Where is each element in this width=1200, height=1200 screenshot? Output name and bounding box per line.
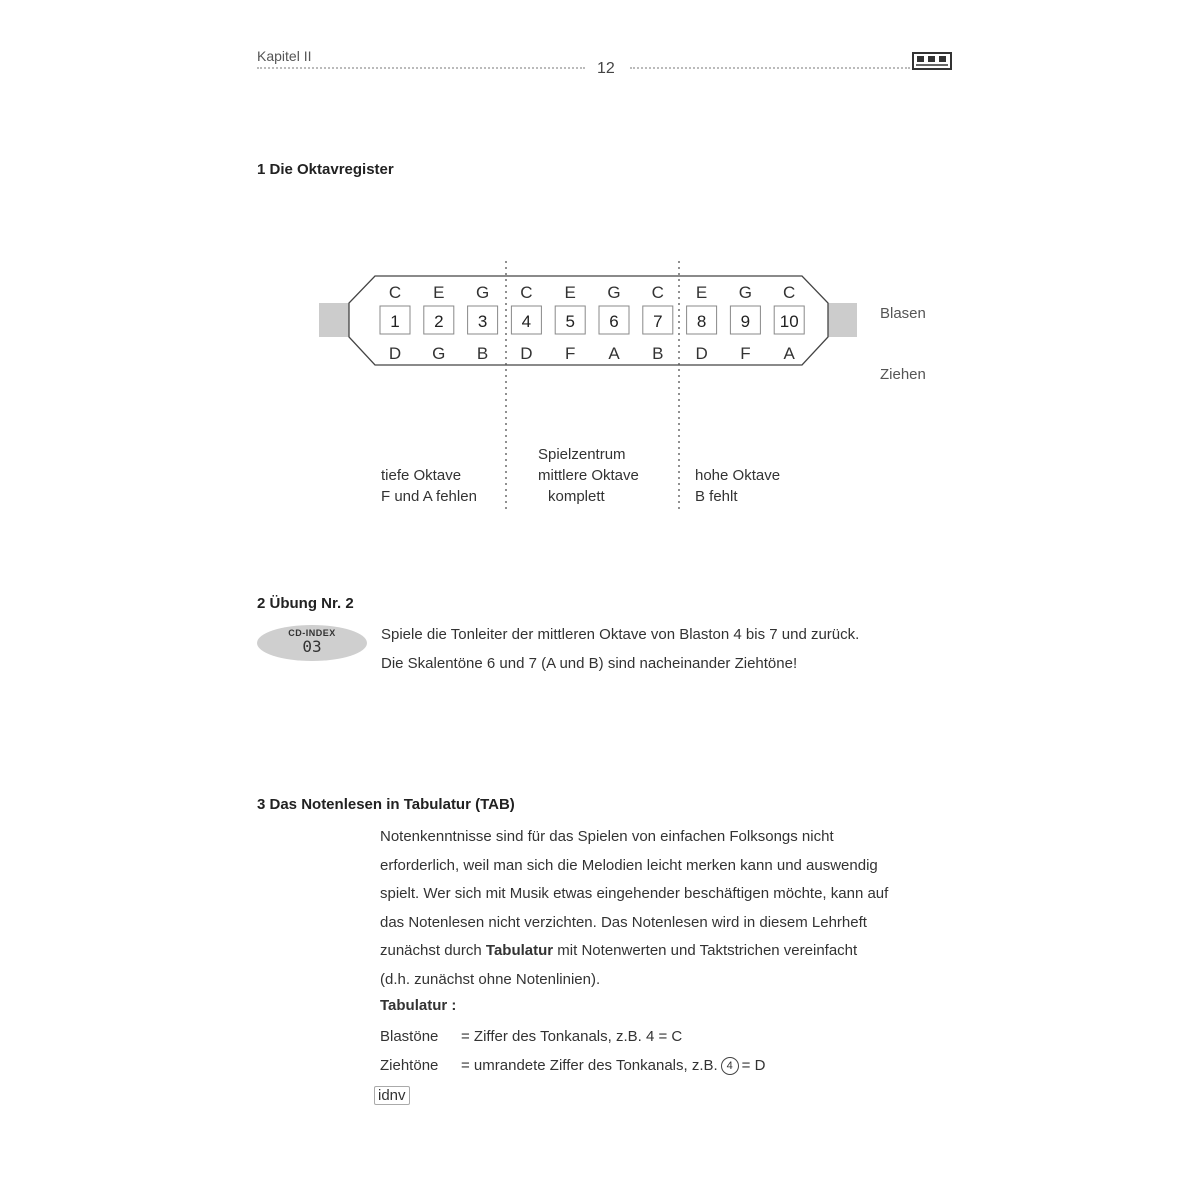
blow-note: G: [607, 283, 621, 302]
tabulatur-term: Tabulatur: [485, 942, 554, 959]
header-rule-left: [257, 67, 585, 69]
mid-octave-line1: Spielzentrum: [538, 446, 626, 463]
hole-number: 10: [779, 312, 799, 331]
header-rule-right: [630, 67, 910, 69]
para-line: spielt. Wer sich mit Musik etwas eingehender beschäftigen möchte, kann auf: [380, 885, 889, 902]
hole-number: 6: [609, 312, 619, 331]
exercise-line1: Spiele die Tonleiter der mittleren Oktave von Blaston 4 bis 7 und zurück.: [381, 626, 860, 643]
circled-digit-example: 4: [721, 1057, 739, 1075]
para-line: das Notenlesen nicht verzichten. Das Notenlesen wird in diesem Lehrheft: [380, 913, 867, 931]
draw-note: A: [783, 344, 795, 363]
draw-note: B: [476, 344, 489, 363]
publisher-logo: [912, 52, 952, 70]
cd-index-number: 03: [302, 637, 322, 656]
blow-note: E: [433, 283, 445, 302]
blow-term: Blastöne: [380, 1028, 439, 1045]
blow-label: Blasen: [880, 305, 926, 322]
cd-index-badge: [257, 625, 367, 661]
cd-index-label: CD-INDEX: [288, 628, 336, 638]
blow-note: G: [738, 283, 753, 302]
hole-number: 7: [653, 312, 663, 331]
chapter-label: Kapitel II: [257, 48, 312, 64]
draw-note: A: [608, 344, 620, 363]
tab-intro-paragraph: [380, 823, 960, 994]
exercise-line2: Die Skalentöne 6 und 7 (A und B) sind nacheinander Ziehtöne!: [381, 655, 798, 672]
hole-number: 1: [390, 312, 400, 331]
draw-note: D: [388, 344, 402, 363]
low-octave-line1: tiefe Oktave: [381, 467, 462, 484]
hole-number: 2: [434, 312, 444, 331]
tab-heading: Tabulatur :: [380, 997, 457, 1014]
draw-note: D: [695, 344, 708, 363]
hole-number: 5: [565, 312, 575, 331]
blow-note: E: [695, 283, 708, 302]
footer-tag: idnv: [374, 1086, 410, 1105]
para-line: erforderlich, weil man sich die Melodien leicht merken kann und auswendig: [380, 856, 878, 874]
blow-note: E: [564, 283, 576, 302]
draw-definition: = umrandete Ziffer des Tonkanals, z.B. 4 = D: [461, 1057, 766, 1074]
high-octave-line2: B fehlt: [695, 488, 738, 505]
draw-note: G: [432, 344, 446, 363]
blow-note: C: [651, 283, 664, 302]
mid-octave-label: [538, 444, 639, 507]
draw-term: Ziehtöne: [380, 1057, 439, 1074]
low-octave-line2: F und A fehlen: [381, 488, 477, 505]
high-octave-label: [695, 465, 780, 507]
para-line: Notenkenntnisse sind für das Spielen von einfachen Folksongs nicht: [380, 828, 834, 845]
blow-note: C: [783, 283, 796, 302]
draw-note: B: [652, 344, 664, 363]
section1-title: 1 Die Oktavregister: [257, 161, 394, 178]
mid-octave-line3: komplett: [548, 488, 605, 505]
hole-number: 4: [521, 312, 532, 331]
hole-number: 3: [477, 312, 488, 331]
blow-note: G: [475, 283, 490, 302]
draw-note: D: [520, 344, 533, 363]
blow-definition: = Ziffer des Tonkanals, z.B. 4 = C: [461, 1028, 683, 1045]
draw-note: F: [740, 344, 751, 363]
hole-number: 8: [696, 312, 707, 331]
page-number: 12: [597, 60, 615, 77]
low-octave-label: [381, 465, 477, 507]
draw-label: Ziehen: [880, 366, 926, 383]
section3-title: 3 Das Notenlesen in Tabulatur (TAB): [257, 796, 515, 813]
draw-note: F: [565, 344, 576, 363]
para-line: zunächst durch Tabulatur mit Notenwerten und Taktstrichen vereinfacht: [380, 942, 858, 959]
section2-title: 2 Übung Nr. 2: [257, 595, 354, 612]
mid-octave-line2: mittlere Oktave: [538, 467, 639, 484]
blow-note: C: [520, 283, 533, 302]
para-line: (d.h. zunächst ohne Notenlinien).: [380, 970, 601, 988]
blow-note: C: [388, 283, 402, 302]
hole-number: 9: [740, 312, 751, 331]
high-octave-line1: hohe Oktave: [695, 467, 781, 484]
